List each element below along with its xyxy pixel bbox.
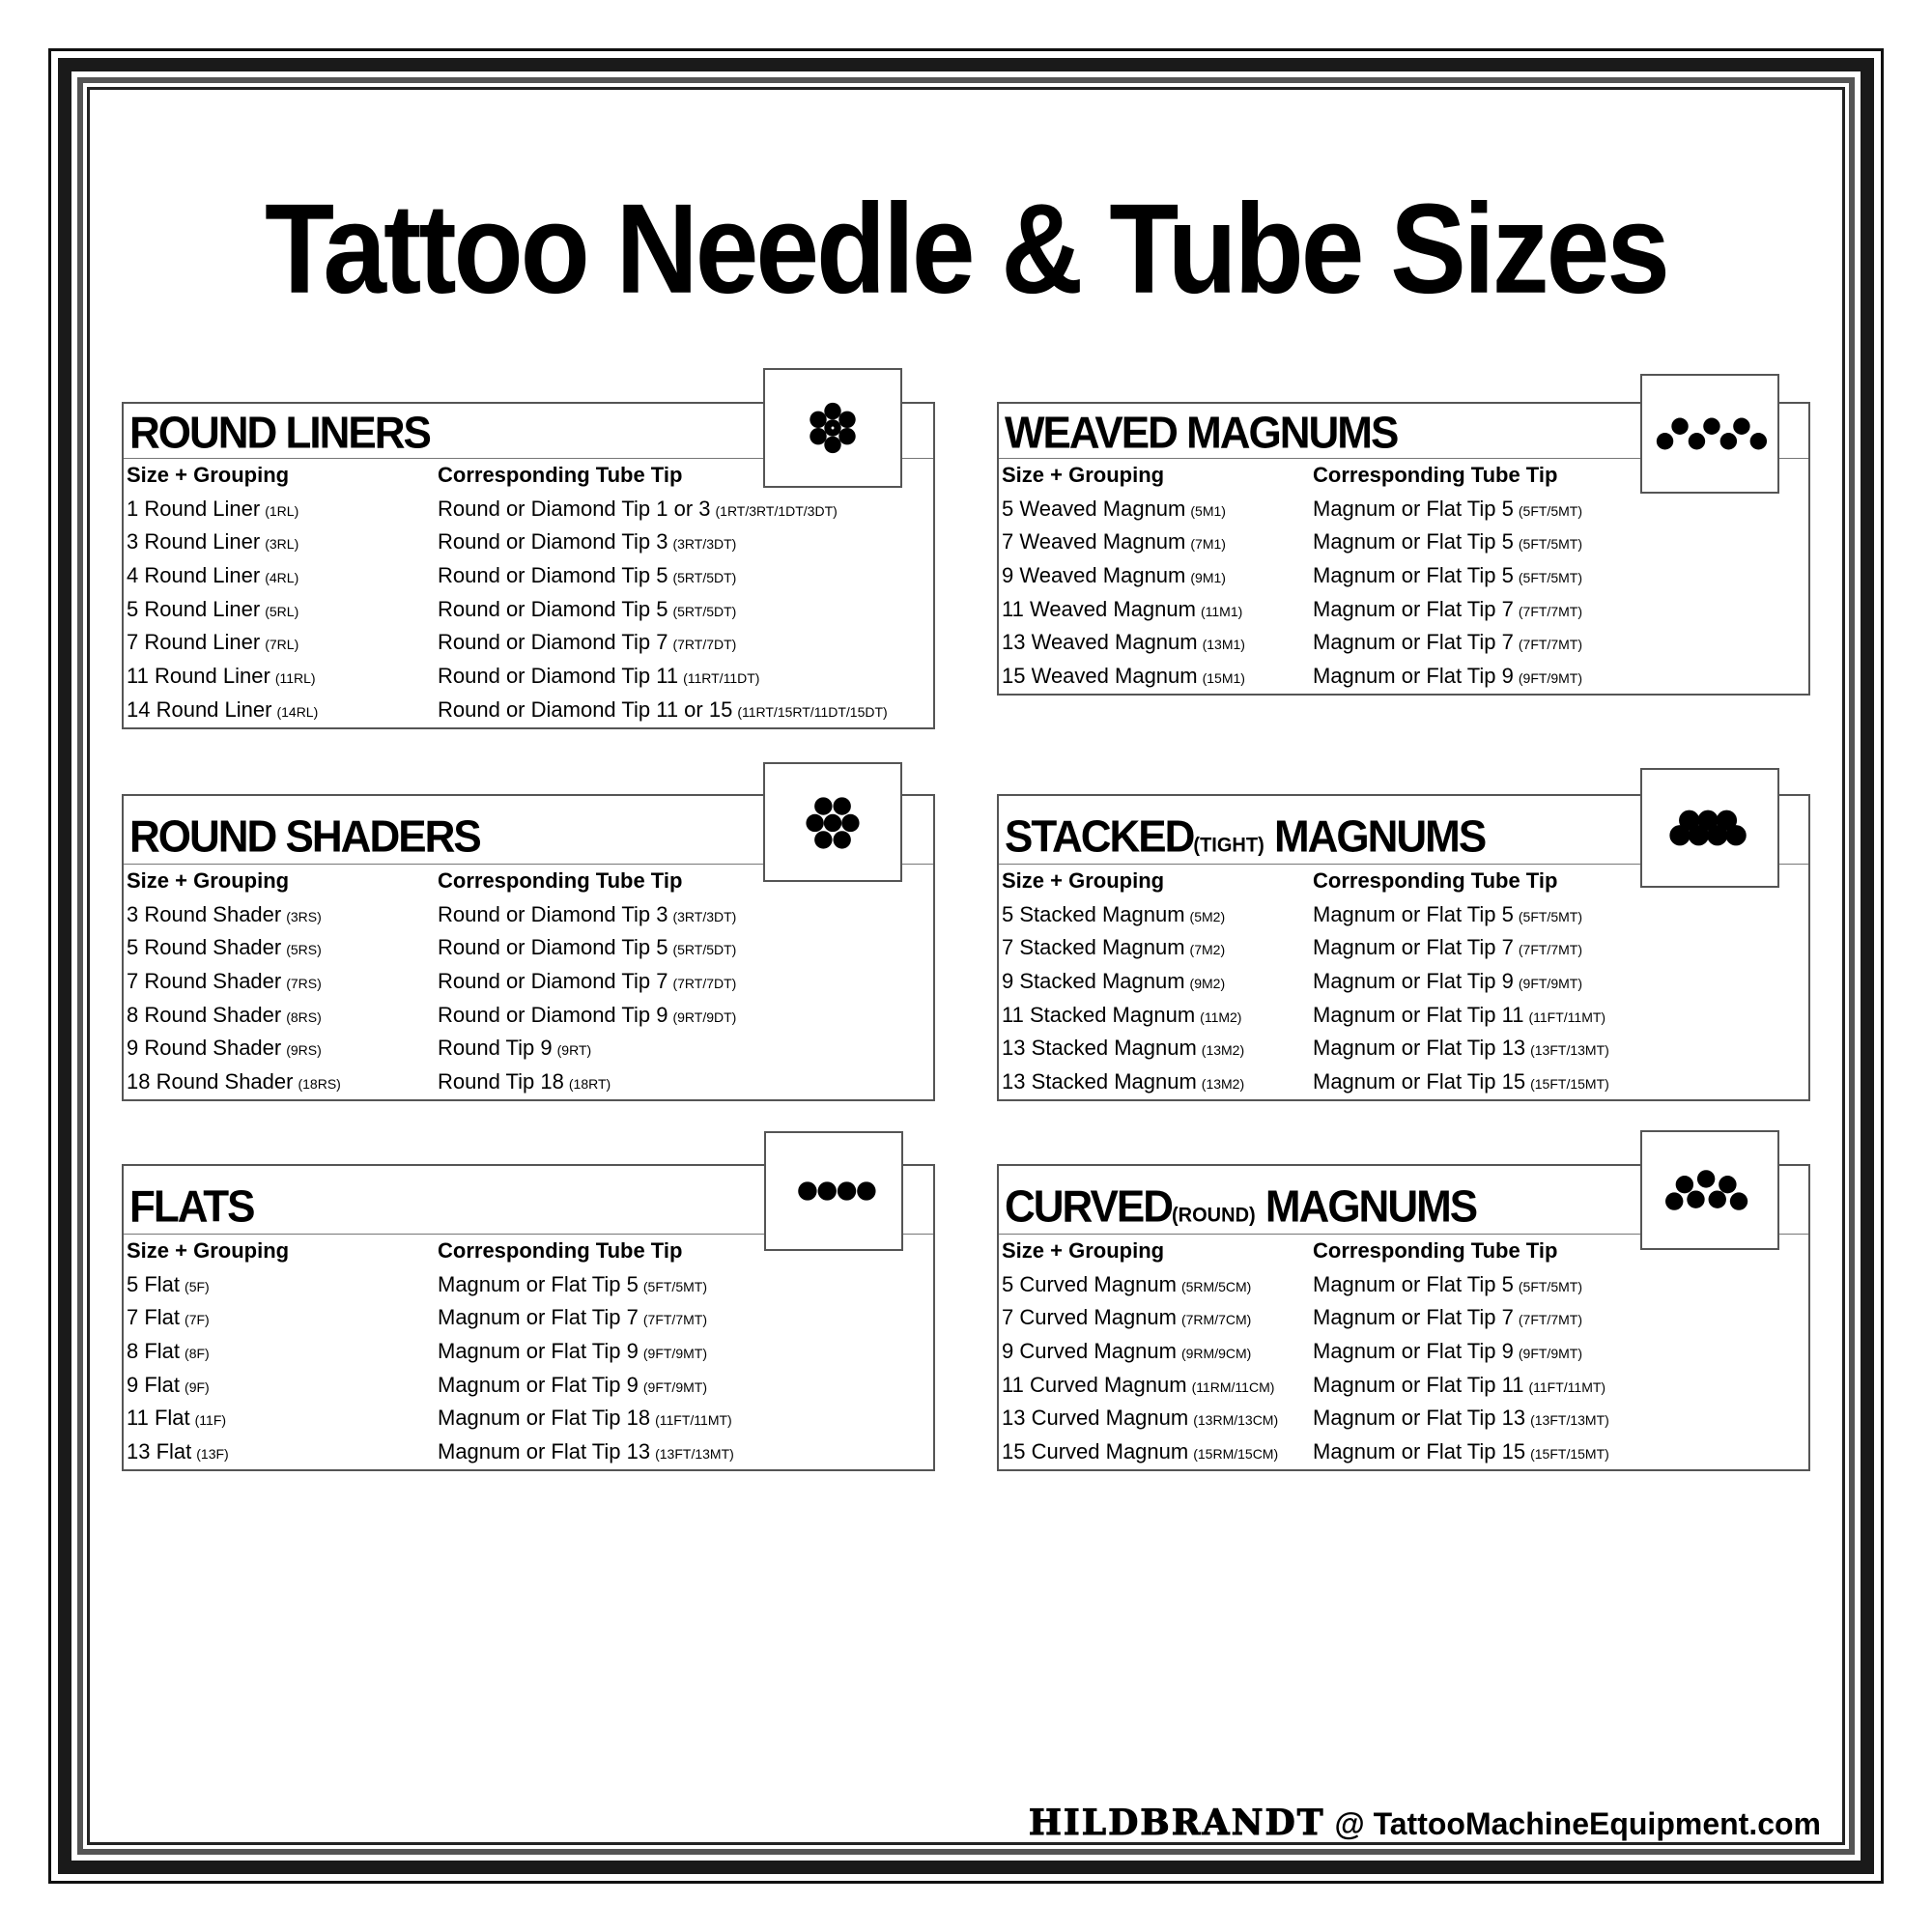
size-label: 7 Weaved Magnum [1002, 529, 1186, 554]
tip-label: Magnum or Flat Tip 5 [1313, 563, 1514, 588]
tip-code: (5FT/5MT) [642, 1278, 707, 1294]
size-label: 15 Weaved Magnum [1002, 664, 1198, 689]
size-code: (5RM/5CM) [1180, 1278, 1252, 1294]
table-row [124, 1268, 933, 1302]
tube-tip-cell [1313, 1065, 1609, 1101]
column-header-size: Size + Grouping [1002, 463, 1165, 487]
size-label: 13 Stacked Magnum [1002, 1069, 1197, 1094]
footer-credit [1029, 1803, 1821, 1843]
tip-code: (5FT/5MT) [1518, 536, 1582, 553]
size-code: (15RM/15CM) [1193, 1446, 1279, 1463]
size-grouping-cell [127, 931, 322, 967]
tip-label: Magnum or Flat Tip 9 [1313, 1339, 1514, 1364]
tube-tip-cell [438, 965, 736, 1001]
size-grouping-cell [127, 593, 298, 629]
tip-code: (7FT/7MT) [1518, 637, 1582, 653]
tube-tip-cell [438, 931, 736, 967]
tube-tip-cell [438, 626, 736, 662]
size-grouping-cell [1002, 1268, 1251, 1304]
tip-code: (18RT) [568, 1076, 611, 1093]
tip-code: (7RT/7DT) [672, 976, 737, 992]
section-title: ROUND LINERS [129, 408, 430, 459]
table-row [999, 1301, 1808, 1335]
size-label: 1 Round Liner [127, 496, 261, 521]
curved-magnum-dots-icon [1640, 1130, 1779, 1250]
tube-tip-cell [1313, 1335, 1582, 1371]
size-label: 13 Weaved Magnum [1002, 630, 1198, 655]
column-header-tip: Corresponding Tube Tip [1313, 463, 1558, 487]
table-row [999, 931, 1808, 965]
tip-label: Round or Diamond Tip 5 [438, 935, 668, 960]
tip-code: (5FT/5MT) [1518, 1278, 1582, 1294]
table-row [999, 999, 1808, 1033]
tip-code: (11FT/11MT) [1528, 1009, 1606, 1025]
table-row [124, 999, 933, 1033]
table-row [999, 1268, 1808, 1302]
size-grouping-cell [1002, 898, 1225, 934]
tip-code: (9FT/9MT) [642, 1346, 707, 1362]
tip-label: Magnum or Flat Tip 5 [1313, 1271, 1514, 1296]
tip-label: Magnum or Flat Tip 13 [1313, 1036, 1526, 1061]
column-header-size: Size + Grouping [1002, 868, 1165, 893]
size-code: (3RL) [265, 536, 299, 553]
size-grouping-cell [127, 1032, 322, 1067]
size-label: 8 Flat [127, 1339, 181, 1364]
size-label: 11 Curved Magnum [1002, 1372, 1187, 1397]
tip-code: (9FT/9MT) [1518, 1346, 1582, 1362]
column-header-size: Size + Grouping [1002, 1238, 1165, 1263]
table-row [124, 593, 933, 627]
size-label: 9 Curved Magnum [1002, 1339, 1177, 1364]
section-title-qualifier: (ROUND) [1172, 1204, 1256, 1227]
size-grouping-cell [1002, 626, 1245, 662]
column-header-tip: Corresponding Tube Tip [1313, 868, 1558, 893]
size-label: 7 Round Liner [127, 630, 261, 655]
size-grouping-cell [1002, 965, 1225, 1001]
size-label: 5 Flat [127, 1271, 181, 1296]
table-row [999, 1435, 1808, 1469]
size-label: 11 Weaved Magnum [1002, 596, 1196, 621]
size-code: (7RL) [265, 637, 299, 653]
size-label: 5 Stacked Magnum [1002, 901, 1185, 926]
size-code: (11M2) [1200, 1009, 1242, 1025]
size-grouping-cell [127, 1335, 210, 1371]
size-grouping-cell [127, 626, 298, 662]
tip-label: Magnum or Flat Tip 5 [438, 1271, 639, 1296]
size-grouping-cell [1002, 1032, 1244, 1067]
tip-label: Magnum or Flat Tip 7 [438, 1305, 639, 1330]
tip-label: Round Tip 18 [438, 1069, 564, 1094]
size-grouping-cell [127, 1369, 210, 1405]
tip-code: (5FT/5MT) [1518, 570, 1582, 586]
size-label: 11 Flat [127, 1406, 190, 1431]
tip-label: Round or Diamond Tip 5 [438, 563, 668, 588]
column-header-size: Size + Grouping [127, 1238, 290, 1263]
tip-code: (5RT/5DT) [672, 570, 737, 586]
size-code: (13F) [196, 1446, 229, 1463]
tip-label: Magnum or Flat Tip 9 [438, 1339, 639, 1364]
section-title [1005, 1182, 1476, 1234]
table-row [999, 1335, 1808, 1369]
tip-label: Round or Diamond Tip 7 [438, 630, 668, 655]
section-title-qualifier: (TIGHT) [1193, 834, 1264, 857]
size-label: 9 Flat [127, 1372, 181, 1397]
size-grouping-cell [127, 1402, 226, 1437]
table-row [999, 493, 1808, 526]
tip-code: (3RT/3DT) [672, 536, 737, 553]
size-code: (5M1) [1190, 502, 1226, 519]
tip-code: (15FT/15MT) [1530, 1446, 1609, 1463]
size-grouping-cell [1002, 931, 1225, 967]
tip-code: (11RT/11DT) [683, 670, 760, 687]
size-grouping-cell [1002, 1402, 1278, 1437]
size-grouping-cell [1002, 1335, 1251, 1371]
tube-tip-cell [438, 493, 838, 528]
tube-tip-cell [438, 898, 736, 934]
table-row [999, 1369, 1808, 1403]
tube-tip-cell [1313, 1268, 1582, 1304]
column-header-size: Size + Grouping [127, 463, 290, 487]
size-label: 5 Round Liner [127, 596, 261, 621]
size-label: 3 Round Liner [127, 529, 261, 554]
table-row [999, 660, 1808, 694]
tube-tip-cell [1313, 593, 1582, 629]
tip-label: Magnum or Flat Tip 9 [438, 1372, 639, 1397]
section-title: WEAVED MAGNUMS [1005, 408, 1398, 459]
tip-code: (11RT/15RT/11DT/15DT) [737, 703, 888, 720]
size-grouping-cell [1002, 999, 1241, 1035]
tip-code: (5FT/5MT) [1518, 502, 1582, 519]
size-code: (8F) [185, 1346, 210, 1362]
size-code: (7F) [185, 1312, 210, 1328]
size-grouping-cell [127, 526, 298, 561]
size-label: 9 Round Shader [127, 1036, 282, 1061]
table-row [124, 931, 933, 965]
size-grouping-cell [127, 999, 322, 1035]
tube-tip-cell [438, 1032, 591, 1067]
size-grouping-cell [1002, 660, 1245, 696]
tip-label: Magnum or Flat Tip 5 [1313, 529, 1514, 554]
tube-tip-cell [1313, 1369, 1605, 1405]
table-row [999, 1032, 1808, 1065]
table-row [124, 1301, 933, 1335]
tip-code: (7FT/7MT) [1518, 603, 1582, 619]
tube-tip-cell [438, 526, 736, 561]
size-code: (14RL) [276, 703, 319, 720]
table-row [124, 559, 933, 593]
tip-code: (13FT/13MT) [655, 1446, 734, 1463]
section-title: ROUND SHADERS [129, 811, 480, 863]
size-grouping-cell [127, 694, 318, 729]
size-code: (15M1) [1202, 670, 1245, 687]
table-row [124, 1369, 933, 1403]
tip-label: Magnum or Flat Tip 7 [1313, 935, 1514, 960]
size-label: 7 Stacked Magnum [1002, 935, 1185, 960]
table-row [999, 526, 1808, 559]
tip-label: Round or Diamond Tip 3 [438, 529, 668, 554]
tip-code: (7FT/7MT) [1518, 942, 1582, 958]
size-code: (9RM/9CM) [1180, 1346, 1252, 1362]
tip-label: Magnum or Flat Tip 9 [1313, 664, 1514, 689]
tip-label: Magnum or Flat Tip 15 [1313, 1439, 1526, 1464]
column-header-size: Size + Grouping [127, 868, 290, 893]
section-title-suffix: MAGNUMS [1255, 1181, 1477, 1233]
size-code: (13RM/13CM) [1193, 1412, 1279, 1429]
size-grouping-cell [127, 660, 316, 696]
size-code: (5M2) [1189, 908, 1226, 924]
tip-code: (1RT/3RT/1DT/3DT) [715, 502, 838, 519]
size-label: 11 Round Liner [127, 664, 270, 689]
table-row [124, 1032, 933, 1065]
size-grouping-cell [1002, 526, 1226, 561]
size-label: 7 Round Shader [127, 969, 282, 994]
tip-code: (9RT) [556, 1042, 592, 1059]
tip-label: Magnum or Flat Tip 11 [1313, 1372, 1524, 1397]
size-code: (13M2) [1201, 1042, 1245, 1059]
tip-code: (7FT/7MT) [1518, 1312, 1582, 1328]
table-row [999, 559, 1808, 593]
tip-code: (5RT/5DT) [672, 603, 737, 619]
size-code: (4RL) [265, 570, 299, 586]
footer-site: @ TattooMachineEquipment.com [1334, 1806, 1821, 1841]
size-code: (13M1) [1202, 637, 1245, 653]
size-code: (11M1) [1200, 603, 1243, 619]
size-label: 13 Curved Magnum [1002, 1406, 1189, 1431]
size-grouping-cell [127, 1065, 341, 1101]
size-grouping-cell [127, 898, 322, 934]
size-grouping-cell [127, 1268, 210, 1304]
tip-code: (5FT/5MT) [1518, 908, 1582, 924]
tip-code: (13FT/13MT) [1530, 1042, 1609, 1059]
size-label: 5 Curved Magnum [1002, 1271, 1177, 1296]
tip-code: (9FT/9MT) [642, 1378, 707, 1395]
column-header-tip: Corresponding Tube Tip [438, 463, 683, 487]
size-label: 13 Stacked Magnum [1002, 1036, 1197, 1061]
size-code: (7M2) [1189, 942, 1226, 958]
size-grouping-cell [1002, 559, 1226, 595]
size-code: (3RS) [286, 908, 322, 924]
tube-tip-cell [1313, 559, 1582, 595]
tip-label: Round or Diamond Tip 7 [438, 969, 668, 994]
size-label: 9 Stacked Magnum [1002, 969, 1185, 994]
size-code: (11RL) [274, 670, 316, 687]
size-grouping-cell [127, 1435, 229, 1471]
tip-label: Magnum or Flat Tip 5 [1313, 496, 1514, 521]
table-row [124, 1335, 933, 1369]
table-row [124, 965, 933, 999]
size-grouping-cell [1002, 593, 1242, 629]
tube-tip-cell [1313, 626, 1582, 662]
tip-code: (7RT/7DT) [672, 637, 737, 653]
tip-code: (11FT/11MT) [655, 1412, 732, 1429]
round-shader-dots-icon [763, 762, 902, 882]
tip-label: Magnum or Flat Tip 9 [1313, 969, 1514, 994]
table-row [124, 493, 933, 526]
size-code: (5RS) [286, 942, 322, 958]
tube-tip-cell [1313, 999, 1605, 1035]
size-code: (7M1) [1190, 536, 1226, 553]
section-title-suffix: MAGNUMS [1264, 811, 1486, 863]
tube-tip-cell [1313, 526, 1582, 561]
tube-tip-cell [1313, 493, 1582, 528]
table-row [124, 694, 933, 727]
size-label: 5 Round Shader [127, 935, 282, 960]
size-label: 13 Flat [127, 1439, 192, 1464]
tube-tip-cell [1313, 1435, 1609, 1471]
tip-label: Magnum or Flat Tip 15 [1313, 1069, 1526, 1094]
size-code: (11RM/11CM) [1191, 1378, 1275, 1395]
tip-label: Magnum or Flat Tip 5 [1313, 901, 1514, 926]
tip-code: (5RT/5DT) [672, 942, 737, 958]
size-grouping-cell [127, 965, 322, 1001]
tube-tip-cell [438, 1402, 732, 1437]
footer-brand: HILDBRANDT [1028, 1803, 1325, 1843]
tube-tip-cell [1313, 1402, 1609, 1437]
section-title-main: CURVED [1005, 1181, 1173, 1233]
tube-tip-cell [1313, 1301, 1582, 1337]
size-label: 7 Flat [127, 1305, 181, 1330]
size-code: (7RM/7CM) [1180, 1312, 1252, 1328]
tube-tip-cell [438, 559, 736, 595]
table-row [124, 1065, 933, 1099]
round-liner-dots-icon [763, 368, 902, 488]
table-row [124, 626, 933, 660]
tip-code: (9RT/9DT) [672, 1009, 737, 1025]
size-code: (1RL) [265, 502, 299, 519]
size-label: 4 Round Liner [127, 563, 261, 588]
tube-tip-cell [1313, 931, 1582, 967]
tube-tip-cell [438, 999, 736, 1035]
tip-label: Magnum or Flat Tip 18 [438, 1406, 651, 1431]
section-title [1005, 812, 1485, 864]
size-grouping-cell [1002, 1369, 1274, 1405]
size-grouping-cell [1002, 1301, 1251, 1337]
size-grouping-cell [1002, 1065, 1244, 1101]
table-row [999, 626, 1808, 660]
tip-label: Magnum or Flat Tip 11 [1313, 1002, 1524, 1027]
tip-label: Round or Diamond Tip 9 [438, 1002, 668, 1027]
size-code: (8RS) [286, 1009, 322, 1025]
size-label: 18 Round Shader [127, 1069, 294, 1094]
weaved-magnum-dots-icon [1640, 374, 1779, 494]
tube-tip-cell [1313, 660, 1582, 696]
size-label: 8 Round Shader [127, 1002, 282, 1027]
tip-label: Round Tip 9 [438, 1036, 553, 1061]
size-code: (7RS) [286, 976, 322, 992]
size-code: (5F) [185, 1278, 210, 1294]
table-row [124, 660, 933, 694]
tip-label: Magnum or Flat Tip 7 [1313, 630, 1514, 655]
tube-tip-cell [438, 660, 759, 696]
table-row [124, 898, 933, 932]
tube-tip-cell [438, 1369, 707, 1405]
table-row [124, 1402, 933, 1435]
tube-tip-cell [1313, 965, 1582, 1001]
column-header-tip: Corresponding Tube Tip [438, 1238, 683, 1263]
size-label: 7 Curved Magnum [1002, 1305, 1177, 1330]
tip-label: Round or Diamond Tip 11 [438, 664, 679, 689]
size-code: (9F) [185, 1378, 210, 1395]
tip-label: Magnum or Flat Tip 7 [1313, 1305, 1514, 1330]
table-row [124, 526, 933, 559]
size-grouping-cell [127, 559, 298, 595]
tube-tip-cell [438, 694, 888, 729]
size-code: (9M2) [1189, 976, 1226, 992]
tube-tip-cell [438, 1435, 734, 1471]
tip-code: (7FT/7MT) [642, 1312, 707, 1328]
column-header-tip: Corresponding Tube Tip [1313, 1238, 1558, 1263]
size-code: (9RS) [286, 1042, 322, 1059]
column-header-tip: Corresponding Tube Tip [438, 868, 683, 893]
tube-tip-cell [1313, 1032, 1609, 1067]
tip-label: Round or Diamond Tip 5 [438, 596, 668, 621]
size-label: 5 Weaved Magnum [1002, 496, 1186, 521]
size-label: 15 Curved Magnum [1002, 1439, 1189, 1464]
tube-tip-cell [1313, 898, 1582, 934]
size-code: (9M1) [1190, 570, 1226, 586]
tube-tip-cell [438, 1301, 707, 1337]
tip-code: (15FT/15MT) [1530, 1076, 1609, 1093]
tip-code: (9FT/9MT) [1518, 670, 1582, 687]
tip-code: (13FT/13MT) [1530, 1412, 1609, 1429]
size-label: 11 Stacked Magnum [1002, 1002, 1196, 1027]
size-grouping-cell [127, 1301, 210, 1337]
table-row [999, 965, 1808, 999]
size-code: (13M2) [1201, 1076, 1245, 1093]
size-label: 9 Weaved Magnum [1002, 563, 1186, 588]
table-row [999, 1065, 1808, 1099]
tube-tip-cell [438, 1268, 707, 1304]
stacked-magnum-dots-icon [1640, 768, 1779, 888]
tip-code: (11FT/11MT) [1528, 1378, 1606, 1395]
size-grouping-cell [1002, 1435, 1278, 1471]
tip-label: Round or Diamond Tip 11 or 15 [438, 696, 733, 722]
tube-tip-cell [438, 1335, 707, 1371]
size-code: (18RS) [298, 1076, 341, 1093]
tip-code: (9FT/9MT) [1518, 976, 1582, 992]
table-row [999, 1402, 1808, 1435]
tip-label: Round or Diamond Tip 3 [438, 901, 668, 926]
tip-label: Magnum or Flat Tip 7 [1313, 596, 1514, 621]
page-title: Tattoo Needle & Tube Sizes [265, 178, 1667, 321]
size-label: 14 Round Liner [127, 696, 272, 722]
section-title: FLATS [129, 1181, 254, 1233]
table-row [124, 1435, 933, 1469]
tip-label: Round or Diamond Tip 1 or 3 [438, 496, 711, 521]
size-grouping-cell [1002, 493, 1226, 528]
table-row [999, 593, 1808, 627]
flat-dots-icon [764, 1131, 903, 1251]
tip-label: Magnum or Flat Tip 13 [1313, 1406, 1526, 1431]
tube-tip-cell [438, 593, 736, 629]
size-label: 3 Round Shader [127, 901, 282, 926]
tip-label: Magnum or Flat Tip 13 [438, 1439, 651, 1464]
size-code: (5RL) [265, 603, 299, 619]
size-grouping-cell [127, 493, 298, 528]
table-row [999, 898, 1808, 932]
tip-code: (3RT/3DT) [672, 908, 737, 924]
size-code: (11F) [194, 1412, 227, 1429]
tube-tip-cell [438, 1065, 611, 1101]
section-title-main: STACKED [1005, 811, 1194, 863]
